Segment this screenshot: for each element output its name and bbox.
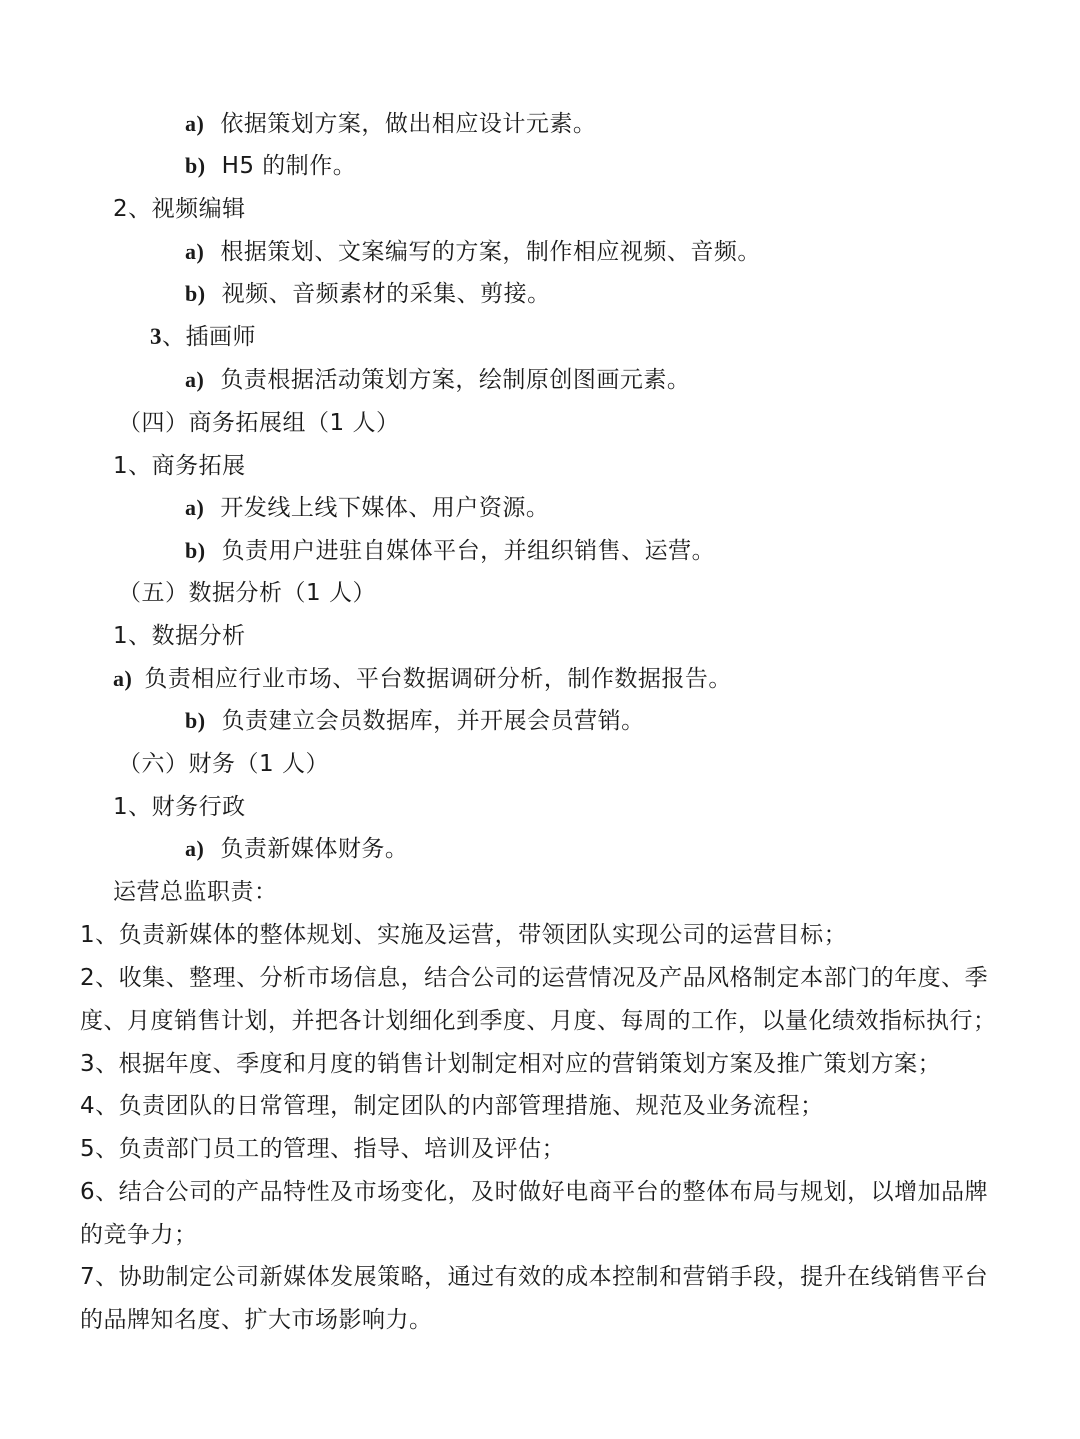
section-heading: （五）数据分析（1 人） xyxy=(118,580,376,606)
heading-number: 3 xyxy=(150,324,162,349)
duty-item: 4、负责团队的日常管理，制定团队的内部管理措施、规范及业务流程； xyxy=(80,1093,824,1119)
section-heading: （四）商务拓展组（1 人） xyxy=(118,410,400,436)
list-marker: b) xyxy=(185,708,206,733)
duty-item: 7、协助制定公司新媒体发展策略，通过有效的成本控制和营销手段，提升在线销售平台的品牌知名度、扩大市场影响力。 xyxy=(80,1264,989,1333)
list-item-text: 开发线上线下媒体、用户资源。 xyxy=(220,495,550,521)
list-item xyxy=(185,534,715,568)
subsection-heading: 1、数据分析 xyxy=(113,623,246,649)
list-marker: a) xyxy=(185,239,205,264)
list-marker: a) xyxy=(185,367,205,392)
duty-item: 2、收集、整理、分析市场信息，结合公司的运营情况及产品风格制定本部门的年度、季度、月度销售计划，并把各计划细化到季度、月度、每周的工作，以量化绩效指标执行； xyxy=(80,965,997,1034)
duty-item: 5、负责部门员工的管理、指导、培训及评估； xyxy=(80,1136,566,1162)
section-title: 运营总监职责： xyxy=(113,879,278,905)
duty-item: 6、结合公司的产品特性及市场变化，及时做好电商平台的整体布局与规划，以增加品牌的竞争力； xyxy=(80,1179,989,1248)
list-item-text: H5 的制作。 xyxy=(221,153,357,179)
duty-item: 1、负责新媒体的整体规划、实施及运营，带领团队实现公司的运营目标； xyxy=(80,922,848,948)
list-marker: b) xyxy=(185,153,206,178)
list-item xyxy=(185,149,356,183)
subsection-heading xyxy=(150,320,256,354)
subsection-heading: 1、商务拓展 xyxy=(113,453,246,479)
list-marker: a) xyxy=(185,495,205,520)
list-marker: b) xyxy=(185,538,206,563)
subsection-heading: 2、视频编辑 xyxy=(113,196,246,222)
list-item xyxy=(185,363,690,397)
list-item-text: 负责根据活动策划方案，绘制原创图画元素。 xyxy=(220,367,691,393)
list-item xyxy=(113,662,732,696)
list-marker: a) xyxy=(113,666,133,691)
list-marker: a) xyxy=(185,836,205,861)
list-item-text: 负责建立会员数据库，并开展会员营销。 xyxy=(221,708,645,734)
list-item xyxy=(185,235,761,269)
list-item-text: 根据策划、文案编写的方案，制作相应视频、音频。 xyxy=(220,239,761,265)
list-item-text: 负责相应行业市场、平台数据调研分析，制作数据报告。 xyxy=(144,666,732,692)
list-item-text: 视频、音频素材的采集、剪接。 xyxy=(221,281,551,307)
list-marker: b) xyxy=(185,281,206,306)
list-item-text: 依据策划方案，做出相应设计元素。 xyxy=(220,111,597,137)
list-item-text: 负责用户进驻自媒体平台，并组织销售、运营。 xyxy=(221,538,716,564)
subsection-heading: 1、财务行政 xyxy=(113,794,246,820)
list-item-text: 负责新媒体财务。 xyxy=(220,836,409,862)
list-item xyxy=(185,832,408,866)
list-item xyxy=(185,491,549,525)
list-item xyxy=(185,107,596,141)
heading-text: 、插画师 xyxy=(162,324,256,350)
list-item xyxy=(185,704,645,738)
list-marker: a) xyxy=(185,111,205,136)
list-item xyxy=(185,277,551,311)
duty-item: 3、根据年度、季度和月度的销售计划制定相对应的营销策划方案及推广策划方案； xyxy=(80,1051,942,1077)
section-heading: （六）财务（1 人） xyxy=(118,751,329,777)
